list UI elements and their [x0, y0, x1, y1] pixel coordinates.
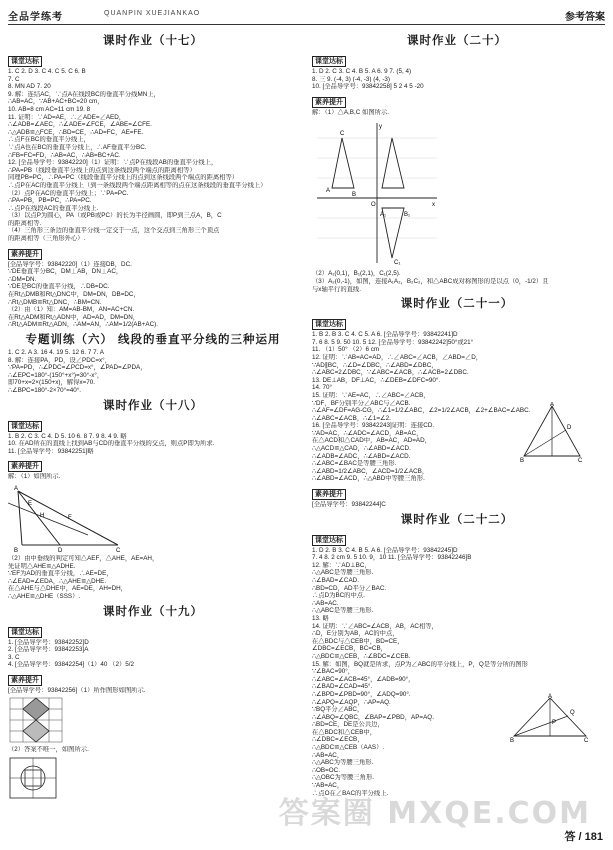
answer-line: ∴△ABC为等腰三角形. [312, 759, 374, 767]
answer-line: ∵DF，BF分别平分∠ABC与∠ACB. [312, 399, 411, 407]
answer-line: ∵∠BAC=90°， [312, 668, 355, 676]
subsection-tag [8, 243, 298, 261]
fig20-label-b: B [352, 192, 357, 199]
answer-line: 在△ACD和△CAD中，AB=AC，AD=AD， [312, 437, 431, 445]
answer-line: 在△AHE与△DHE中，AE=DE，AH=DH， [8, 585, 127, 593]
answer-line: 在△BDC和△CEB中， [312, 728, 377, 736]
fig18-label-e: E [28, 500, 33, 507]
answer-line: ∵BQ平分∠ABC， [312, 706, 364, 714]
answer-line: ∠DBC=∠ECB，BC=CB， [312, 645, 387, 653]
left-column [8, 30, 298, 802]
answer-line: 解：（1）如图所示. [8, 473, 61, 481]
subsection-tag-label: 课堂达标 [312, 535, 346, 546]
answer-line: 7. 4 8. 2 cm 9. 5 10. 9，10 11. [全品导学号：93842246]B [312, 554, 472, 562]
answer-line: 9. 解：连结AC，∵点A在线段BC的垂直平分线MN上， [8, 90, 160, 98]
answer-line: 1. C 2. D 3. C 4. C 5. C 6. B [8, 68, 86, 75]
answer-line: ∴AB=AC. [312, 599, 339, 607]
subsection-tag-label: 素养提升 [8, 249, 42, 260]
fig18-label-h: H [40, 512, 45, 519]
fig20-label-c: C [340, 131, 345, 138]
answer-line: ∴点P在AC的垂直平分线上（到一条线段两个端点距离相等的点在这条线段的垂直平分线上） [8, 181, 267, 189]
answer-line: 10. AB=8 cm AC=11 cm 19. 8 [8, 105, 91, 113]
answer-line: ∵PA=PD，∴∠PDC=∠PCD=x°，∠PAD=∠PDA， [8, 364, 147, 372]
answer-line: 的距离相等. [8, 219, 42, 227]
fig18-label-d: D [58, 547, 63, 553]
answer-line: ∴∠ABQ=∠QBC，∠BAP=∠PBD，AP=AQ. [312, 713, 434, 721]
section-label: 参考答案 [565, 12, 605, 23]
answer-line: 在Rt△DMB和Rt△DNC中，DM=DN，DB=DC， [8, 291, 140, 299]
answer-line: 8. 解：连接PA，PD，设∠PDC=x°， [8, 356, 111, 364]
answer-line: ∴∠ABC=2∠DBC，∵∠ABC=∠ACB，∴∠ACB=2∠DBC. [312, 369, 469, 377]
answer-line: ∴△ABC是等腰三角形. [312, 569, 374, 577]
answer-line: 13. 略 [312, 614, 329, 622]
answer-line: ∴FB=FC=FD，∴AB=AC，∴AB=BC+AC. [8, 151, 121, 159]
answer-line: [全品导学号：93842220]（1）连接DB，DC. [8, 260, 132, 268]
answer-line: 14. 70° [312, 384, 333, 392]
answer-line: 3. C [8, 653, 20, 661]
answer-line: ∴∠BPD=∠PBD=90°，∠ADQ=90°. [312, 690, 411, 698]
answer-line: 7. 6 8. 5 9. 50 10. 5 12. [全品导学号：93842242]50°或21° [312, 338, 474, 346]
subsection-tag [312, 483, 602, 501]
answer-line: 解：（1）△A,B,C 如图所示. [312, 108, 389, 116]
answer-line: 1. D 2. C 3. C 4. B 5. A 6. 9 7. (5, 4) [312, 68, 412, 75]
answer-line: 11. 证明：∵AD=AE，∴∠ADE=∠AED， [8, 113, 126, 121]
answer-line: ∴点D为BC的中点. [312, 592, 365, 600]
answer-line: 10. [全品导学号：93842258] 5 2 4 5 -20 [312, 83, 424, 91]
answer-line: ∴PA=PB，PB=PC，∴PA=PC. [8, 197, 92, 205]
figure-21-triangle [520, 402, 584, 462]
answer-line: 11. （1）50° （2）6 cm [312, 346, 380, 354]
answer-line: ∵AB=AC， [312, 782, 344, 790]
answer-line: 1. D 2. B 3. C 4. B 5. A 6. [全品导学号：93842245]D [312, 546, 458, 554]
answer-line: ∴OB=OC. [312, 766, 340, 774]
answer-line: ∴AB=AC， [312, 751, 344, 759]
subsection-tag [8, 669, 298, 687]
answer-line: ∴∠ADB=∠AEC，∴∠ADE=∠FCE，∠ABE=∠CFE. [8, 121, 152, 129]
answer-line: ∴∠APQ=∠AQP，∴AP=AQ. [312, 698, 391, 706]
answer-line: ∵AD∥BC，∴∠D=∠DBC，∴∠ABD=∠DBC， [312, 361, 438, 369]
fig21-label-d: D [567, 425, 572, 431]
page-header [8, 6, 605, 25]
subsection-tag-label: 素养提升 [312, 489, 346, 500]
answer-line: 同理PB=PC，∴PA=PC（线段垂直平分线上的点到这条线段两个端点的距离相等） [8, 174, 239, 182]
fig20-axis-x: x [432, 202, 435, 209]
answer-line: ∴Rt△ADM≌Rt△ADN，∴AM=AN，∴AM=1/2(AB+AC). [8, 321, 158, 329]
answer-line: 12. 解：∵AD⊥BC， [312, 561, 371, 569]
fig22-label-p: P [552, 720, 557, 726]
subsection-tag-label: 课堂达标 [8, 627, 42, 638]
page-number: 答 / 181 [564, 831, 603, 843]
answer-line: [全品导学号：93842256]（1）所作图形如图所示. [8, 686, 146, 694]
fig20-origin: O [371, 202, 376, 209]
answer-line: （2）由（1）知：AM=AB-BM，AN=AC+CN. [8, 306, 135, 314]
fig22-label-c: C [584, 738, 589, 742]
answer-line: ∴BD=CE，DE是公共边， [312, 721, 384, 729]
answer-line: ∴Rt△DMB≌Rt△DNC，∴BM=CN. [8, 298, 102, 306]
fig22-label-b: B [510, 738, 515, 742]
answer-line: ∴∠AF=∠DF=AG-CG，∴∠1=1/2∠ABC，∠2=1/2∠ACB，∠2+∠BAC=∠ABC. [312, 407, 531, 415]
answer-line: （2）由中垂线的判定可知△AEF，△AHE，AE=AH， [8, 554, 159, 562]
section-title: 课时作业（二十） [407, 33, 507, 47]
fig22-label-a: A [548, 694, 553, 700]
section-title: 课时作业（十八） [103, 397, 203, 412]
answer-line: 14. 证明：∵∠ABC=∠ACB，AB，AC相等， [312, 622, 438, 630]
answer-line: ∴△AHE≌△DHE（SSS）. [8, 592, 81, 600]
figure-19-grid [8, 696, 298, 744]
subsection-tag-label: 素养提升 [8, 461, 42, 472]
answer-line: 15. 证明：∵AE=AC，∴∠ABC=∠ACB， [312, 391, 430, 399]
figure-22-triangle [510, 692, 590, 742]
figure-20-coordinate-plot [312, 118, 602, 268]
answer-line: 12. [全品导学号：93842220]（1）证明：∵点P在线段AB的垂直平分线上， [8, 159, 218, 167]
subsection-tag [8, 455, 298, 473]
answer-line: 先证明△AHE≌△ADHE. [8, 562, 76, 570]
section-title: 专题训练（六） 线段的垂直平分线的三种运用 [25, 332, 281, 346]
subsection-tag-label: 课堂达标 [312, 319, 346, 330]
subsection-tag [312, 91, 602, 109]
brand-pinyin: QUANPIN XUEJIANKAO [104, 10, 201, 17]
subsection-tag-label: 课堂达标 [8, 56, 42, 67]
answer-line: ∴D，E分别为AB，AC的中点， [312, 630, 399, 638]
answer-line: 8. MN AD 7. 20 [8, 83, 51, 91]
answer-line: 1. C 2. A 3. 16 4. 19 5. 12 6. 7 7. A [8, 349, 104, 356]
answer-line: ∴∠BPC=180°-2×70°=40°. [8, 386, 82, 394]
answer-line: ∴∠DBC=∠ECB， [312, 736, 364, 744]
answer-line: ∴∠ABD=1/2∠ABC，∠ACD=1/2∠ACB， [312, 467, 429, 475]
answer-line: ∴∠ABC=∠ACB，∴∠1=∠2. [312, 414, 391, 422]
answer-line: 4. [全品导学号：93842254]（1）40 （2）5/2 [8, 661, 134, 669]
answer-line: ∴△BDC≌△CEB，∴∠BDC=∠CEB. [312, 652, 411, 660]
figure-18 [8, 483, 298, 553]
answer-line: ∴AB=AC，∵AB+AC+BC=20 cm， [8, 98, 104, 106]
answer-line: 16. [全品导学号：93842243]证明：连接CD. [312, 422, 435, 430]
subsection-tag-label: 素养提升 [312, 97, 346, 108]
answer-line: ∴点F在BC的垂直平分线上， [8, 136, 90, 144]
answer-line: （4）三角形三条边的垂直平分线一定交于一点，这个交点到三角形三个顶点 [8, 227, 220, 235]
section-title: 课时作业（十七） [103, 33, 203, 47]
answer-line: ∵AD=AC，∴∠ADC=∠ACD，AB=AC， [312, 429, 423, 437]
fig18-label-a: A [14, 485, 19, 492]
answer-line: [全品导学号：93842244]C [312, 501, 386, 509]
answer-line: ∴△ADB≌△FCE，∴BD=CE，∴AD=FC，AE=FE. [8, 128, 144, 136]
answer-line: （2）A₁(0,1)，B₁(2,1)，C₁(2,5). [312, 270, 401, 278]
answer-line: 的距离相等（三角形外心）. [8, 235, 86, 243]
answer-line: 15. 解：如图，BQ就是所求，点P为∠ABC的平分线上，P，Q是等分所的图形 [312, 660, 528, 668]
fig18-label-b: B [14, 547, 19, 553]
fig21-label-b: B [520, 458, 525, 462]
answer-line: 10. 在AD所在的直线上找到AB与CD的垂直平分线的交点，则点P即为所求. [8, 440, 215, 448]
section-title: 课时作业（二十二） [400, 511, 514, 526]
answer-line: ∵EF为AD的垂直平分线，∴AE=DE， [8, 570, 113, 578]
fig20-axis-y: y [379, 124, 382, 131]
brand-title: 全品学练考 [8, 12, 63, 23]
answer-line: ∴△ACD≌△CAD，∴∠ABD=∠ACD. [312, 445, 411, 453]
answer-line: 2. [全品导学号：93842253]A [8, 646, 89, 654]
answer-line: ∴BD=CD，AD平分∠BAC. [312, 584, 387, 592]
answer-line: ∴∠EAD=∠EDA，∴△AHE≌△DHE. [8, 577, 107, 585]
answer-line: 在△BDC与△CEB中，BD=CE， [312, 637, 404, 645]
answer-line: 12. 证明：∵AB=AC=AD，∴∠ABC=∠ACB，∠ABD=∠D， [312, 353, 483, 361]
subsection-tag [312, 50, 602, 68]
fig21-label-c: C [578, 458, 583, 462]
subsection-tag-label: 课堂达标 [8, 421, 42, 432]
answer-line: ∴∠ABC=∠BAC是等腰三角形. [312, 460, 397, 468]
fig18-label-f: F [68, 514, 72, 521]
answer-line: ∴△BDC≌△CEB（AAS）. [312, 744, 385, 752]
section-title: 课时作业（十九） [103, 603, 203, 618]
answer-line: 1. B 2. B 3. C 4. C 5. A 6. [全品导学号：93842241]D [312, 331, 458, 339]
fig20-label-a1: A₁ [380, 212, 387, 219]
fig18-label-c: C [116, 547, 121, 553]
subsection-tag-label: 课堂达标 [312, 56, 346, 67]
fig20-label-a: A [326, 188, 331, 195]
subsection-tag-label: 素养提升 [8, 675, 42, 686]
watermark: 答案圈 MXQE.COM [278, 796, 591, 831]
subsection-tag [8, 415, 298, 433]
answer-line: 在Rt△ADM和Rt△ADN中，AD=AD，DM=DN， [8, 313, 140, 321]
fig20-label-b1: B₁ [404, 212, 411, 219]
subsection-tag [8, 50, 298, 68]
answer-line: 8. 三 9. (-4, 3) (-4, -3) (4, -3) [312, 75, 391, 83]
answer-line: ∴△ABC是等腰三角形. [312, 607, 374, 615]
answer-line: 13. DE⊥AB，DF⊥AC，∴∠DEB=∠DFC=90°. [312, 376, 441, 384]
fig22-label-q: Q [570, 710, 575, 716]
answer-line: 1. [全品导学号：93842252]D [8, 638, 89, 646]
answer-line: ∴∠ADB=∠ADC，∴∠ABD=∠ACD. [312, 452, 411, 460]
answer-line: 与x轴平行的直线. [312, 285, 361, 293]
answer-line: ∴∠BAD=∠CAD=45°. [312, 683, 373, 691]
answer-line: ∴∠EPC=180°-(150°+x°)=30°-x°， [8, 371, 104, 379]
figure-19-pattern [8, 756, 298, 800]
answer-line: ∴点P在线段AC的垂直平分线上. [8, 204, 99, 212]
answer-line: （2）点P在AC的垂直平分线上；∵PA=PC. [8, 189, 129, 197]
subsection-tag [312, 313, 602, 331]
subsection-tag [312, 529, 602, 547]
answer-line: ∴DM=DN. [8, 275, 37, 283]
answer-line: 1. B 2. C 3. C 4. D 5. 10 6. 8 7. 9 8. 4 9. 略 [8, 432, 127, 440]
answer-line: ∴∠ABC=∠ACB=45°，∠ADB=90°， [312, 675, 415, 683]
answer-line: ∵DE垂直平分BC，DM⊥AB，DN⊥AC， [8, 268, 123, 276]
section-title: 课时作业（二十一） [400, 296, 514, 311]
fig21-label-a: A [550, 402, 555, 408]
answer-line: 即70+x=2×(150+x)，解得x=70. [8, 379, 95, 387]
answer-line: ∴∠ABD=∠ACD，∴△ABD中等腰三角形. [312, 475, 425, 483]
answer-line: ∴点O在∠BAC的平分线上. [312, 789, 389, 797]
answer-line: ∴△OBC为等腰三角形. [312, 774, 375, 782]
answer-line: ∵点A也在BC的垂直平分线上，∴AF垂直平分BC. [8, 143, 147, 151]
answer-line: ∵DE是BC的垂直平分线，∴DB=DC. [8, 283, 110, 291]
answer-line: ∴PA=PB（线段垂直平分线上的点到这条线段两个端点的距离相等） [8, 166, 196, 174]
answer-line: 7. C [8, 75, 20, 83]
fig20-label-c1: C₁ [394, 260, 401, 267]
subsection-tag [8, 621, 298, 639]
answer-line: （2）答案不唯一，如图所示. [8, 746, 89, 754]
answer-line: ∴∠BAD=∠CAD. [312, 577, 359, 584]
answer-line: （3）A₂(0,-1)，如图，连接A₁A₂，B₂C₂，和△ABC成对称图形的是以点（0，-1/2）且 [312, 277, 549, 285]
answer-line: （3）以点P为圆心，PA（或PB或PC）的长为半径画圆，即P到三点A，B，C [8, 212, 222, 220]
answer-line: 11. [全品导学号：93842251]略 [8, 447, 94, 455]
